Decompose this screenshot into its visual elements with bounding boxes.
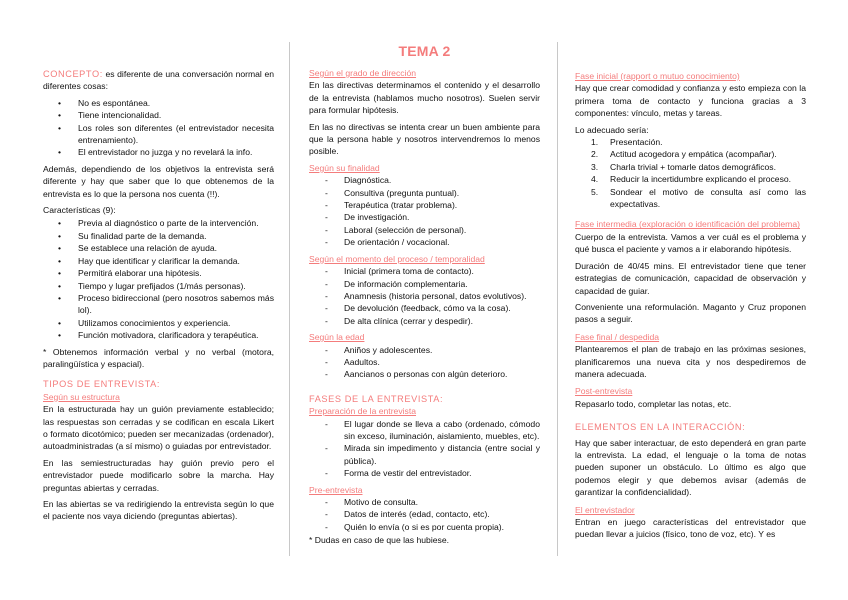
list-item: - Quién lo envía (o si es por cuenta propia). xyxy=(309,521,540,533)
direccion-subheading: Según el grado de dirección xyxy=(309,68,417,78)
concepto-paragraph xyxy=(43,68,274,93)
list-item: • Su finalidad parte de la demanda. xyxy=(43,230,274,242)
preparacion-subheading: Preparación de la entrevista xyxy=(309,406,417,417)
preentrevista-note: * Dudas en caso de que las hubiese. xyxy=(309,535,449,546)
momento-list xyxy=(309,265,540,327)
list-item: - Inicial (primera toma de contacto). xyxy=(309,265,540,277)
page-title: TEMA 2 xyxy=(398,43,451,59)
intermedia-subheading: Fase intermedia (exploración o identificación del problema) xyxy=(575,219,800,230)
list-item: 3. Charla trivial + tomarle datos demográficos. xyxy=(591,161,776,172)
list-item: 1. Presentación. xyxy=(591,137,663,148)
column-2 xyxy=(309,64,540,551)
edad-subheading: Según la edad xyxy=(309,332,365,343)
inicial-lead: Lo adecuado sería: xyxy=(575,124,649,135)
list-item: - Aancianos o personas con algún deterioro. xyxy=(309,368,540,380)
list-item: - Motivo de consulta. xyxy=(309,496,540,508)
list-item: • Proceso bidireccional (pero nosotros sabemos más lol). xyxy=(43,292,274,317)
intermedia-paragraph: Conveniente una reformulación. Maganto y Cruz proponen pasos a seguir. xyxy=(575,301,806,325)
list-item: - De información complementaria. xyxy=(309,278,540,290)
list-item: - Consultiva (pregunta puntual). xyxy=(309,187,540,199)
list-item: • Los roles son diferentes (el entrevistador necesita entrenamiento). xyxy=(43,122,274,147)
list-item: 2. Actitud acogedora y empática (acompañar). xyxy=(591,149,777,160)
momento-subheading: Según el momento del proceso / temporalidad xyxy=(309,253,485,264)
intermedia-paragraph: Cuerpo de la entrevista. Vamos a ver cuál es el problema y qué busca el paciente y vamos a ir elaborando hipótesis. xyxy=(575,231,806,255)
list-item: • Función motivadora, clarificadora y terapéutica. xyxy=(43,329,274,341)
entrevistador-paragraph: Entran en juego características del entrevistador que puedan llevar a juicios (físico, tono de voz, etc). Y es xyxy=(575,517,806,540)
list-item: - De orientación / vocacional. xyxy=(309,236,540,248)
list-item: • Hay que identificar y clarificar la demanda. xyxy=(43,255,274,267)
ademas-paragraph: Además, dependiendo de los objetivos la entrevista será diferente y hay que saber que lo que obtenemos de la entrevista es lo que la persona nos cuenta (!!). xyxy=(43,163,274,199)
list-item: - Aadultos. xyxy=(309,356,540,368)
list-item: - Terapéutica (tratar problema). xyxy=(309,199,540,211)
final-paragraph: Plantearemos el plan de trabajo en las próximas sesiones, planificaremos una nueva cita y nos despediremos de manera adecuada. xyxy=(575,344,806,379)
inicial-subheading: Fase inicial (rapport o mutuo conocimiento) xyxy=(575,71,740,81)
concepto-label: CONCEPTO: xyxy=(43,69,103,79)
list-item: - Mirada sin impedimento y distancia (entre social y pública). xyxy=(309,442,540,467)
list-item: • Se establece una relación de ayuda. xyxy=(43,242,274,254)
concepto-text: es diferente de una conversación normal en diferentes cosas: xyxy=(43,69,274,92)
caracteristicas-list xyxy=(43,217,274,341)
column-divider-right xyxy=(557,42,558,556)
intermedia-paragraph: Duración de 40/45 mins. El entrevistador tiene que tener estrategias de comunicación, capacidad de observación y capacidad de guiar. xyxy=(575,260,806,296)
list-item: • El entrevistador no juzga y no revelará la info. xyxy=(43,146,274,158)
edad-list xyxy=(309,344,540,381)
list-item: - Laboral (selección de personal). xyxy=(309,224,540,236)
list-item: • Tiempo y lugar prefijados (1/más personas). xyxy=(43,280,274,292)
list-item: - Diagnóstica. xyxy=(309,174,540,186)
list-item: 4. Reducir la incertidumbre explicando el proceso. xyxy=(591,174,792,185)
caracteristicas-note: * Obtenemos información verbal y no verbal (motora, paralingüística y espacial). xyxy=(43,346,274,369)
final-subheading: Fase final / despedida xyxy=(575,331,660,342)
elementos-heading: ELEMENTOS EN LA INTERACCIÓN: xyxy=(575,422,746,433)
finalidad-list xyxy=(309,174,540,248)
estructura-paragraph: En las semiestructuradas hay guión previo pero el entrevistador puede modificarlo sobre la marcha. Hay preguntas abiertas y cerradas. xyxy=(43,457,274,493)
tipos-heading: TIPOS DE ENTREVISTA: xyxy=(43,379,160,390)
entrevistador-subheading: El entrevistador xyxy=(575,504,635,515)
preentrevista-list xyxy=(309,496,540,533)
preentrevista-subheading: Pre-entrevista xyxy=(309,484,363,495)
list-item: • Previa al diagnóstico o parte de la intervención. xyxy=(43,217,274,229)
inicial-paragraph: Hay que crear comodidad y confianza y esto empieza con la primera toma de contacto y funciona gracias a 3 componentes: vínculo, metas y tareas. xyxy=(575,83,806,119)
elementos-paragraph: Hay que saber interactuar, de esto dependerá en gran parte la entrevista. La edad, el lenguaje o la toma de notas pueden suponer un obstáculo. Lo último es algo que podemos elegir y que debemos avisar (además de garantizar la confidencialidad). xyxy=(575,437,806,498)
list-item: • Permitirá elaborar una hipótesis. xyxy=(43,267,274,279)
estructura-paragraph: En las abiertas se va redirigiendo la entrevista según lo que el paciente nos vaya diciendo (preguntas abiertas). xyxy=(43,499,274,522)
estructura-subheading: Según su estructura xyxy=(43,391,120,402)
list-item: - De investigación. xyxy=(309,211,540,223)
finalidad-subheading: Según su finalidad xyxy=(309,162,380,173)
list-item: - El lugar donde se lleva a cabo (ordenado, cómodo sin exceso, iluminación, aislamiento, muebles, etc). xyxy=(309,418,540,443)
list-item: - Datos de interés (edad, contacto, etc). xyxy=(309,508,540,520)
list-item: - Aniños y adolescentes. xyxy=(309,344,540,356)
preparacion-list xyxy=(309,418,540,480)
list-item: - De alta clínica (cerrar y despedir). xyxy=(309,315,540,327)
direccion-paragraph: En las directivas determinamos el contenido y el desarrollo de la entrevista (hablamos mucho nosotros). Suelen servir para formular hipótesis. xyxy=(309,80,540,116)
estructura-paragraph: En la estructurada hay un guión previamente establecido; las respuestas son cerradas y se codifican en escala Likert o formato dicotómico; pueden ser mecanizadas (ordenador), autoadministradas (a sí mismo) o guiadas por entrevistador. xyxy=(43,404,274,452)
column-3 xyxy=(575,67,806,545)
direccion-paragraph: En las no directivas se intenta crear un buen ambiente para que la persona hable y nosotros intervendremos lo menos posible. xyxy=(309,121,540,157)
column-1 xyxy=(43,68,274,527)
list-item: • Tiene intencionalidad. xyxy=(43,109,274,121)
list-item: - De devolución (feedback, cómo va la cosa). xyxy=(309,302,540,314)
list-item: • Utilizamos conocimientos y experiencia. xyxy=(43,317,274,329)
post-paragraph: Repasarlo todo, completar las notas, etc. xyxy=(575,398,732,409)
list-item: - Forma de vestir del entrevistador. xyxy=(309,467,540,479)
column-divider-left xyxy=(289,42,290,556)
fases-heading: FASES DE LA ENTREVISTA: xyxy=(309,393,444,404)
list-item: 5. Sondear el motivo de consulta así como las expectativas. xyxy=(591,186,806,210)
concepto-list xyxy=(43,97,274,159)
inicial-steps xyxy=(575,136,806,210)
caracteristicas-heading: Características (9): xyxy=(43,205,116,216)
list-item: - Anamnesis (historia personal, datos evolutivos). xyxy=(309,290,540,302)
post-subheading: Post-entrevista xyxy=(575,386,633,397)
list-item: • No es espontánea. xyxy=(43,97,274,109)
